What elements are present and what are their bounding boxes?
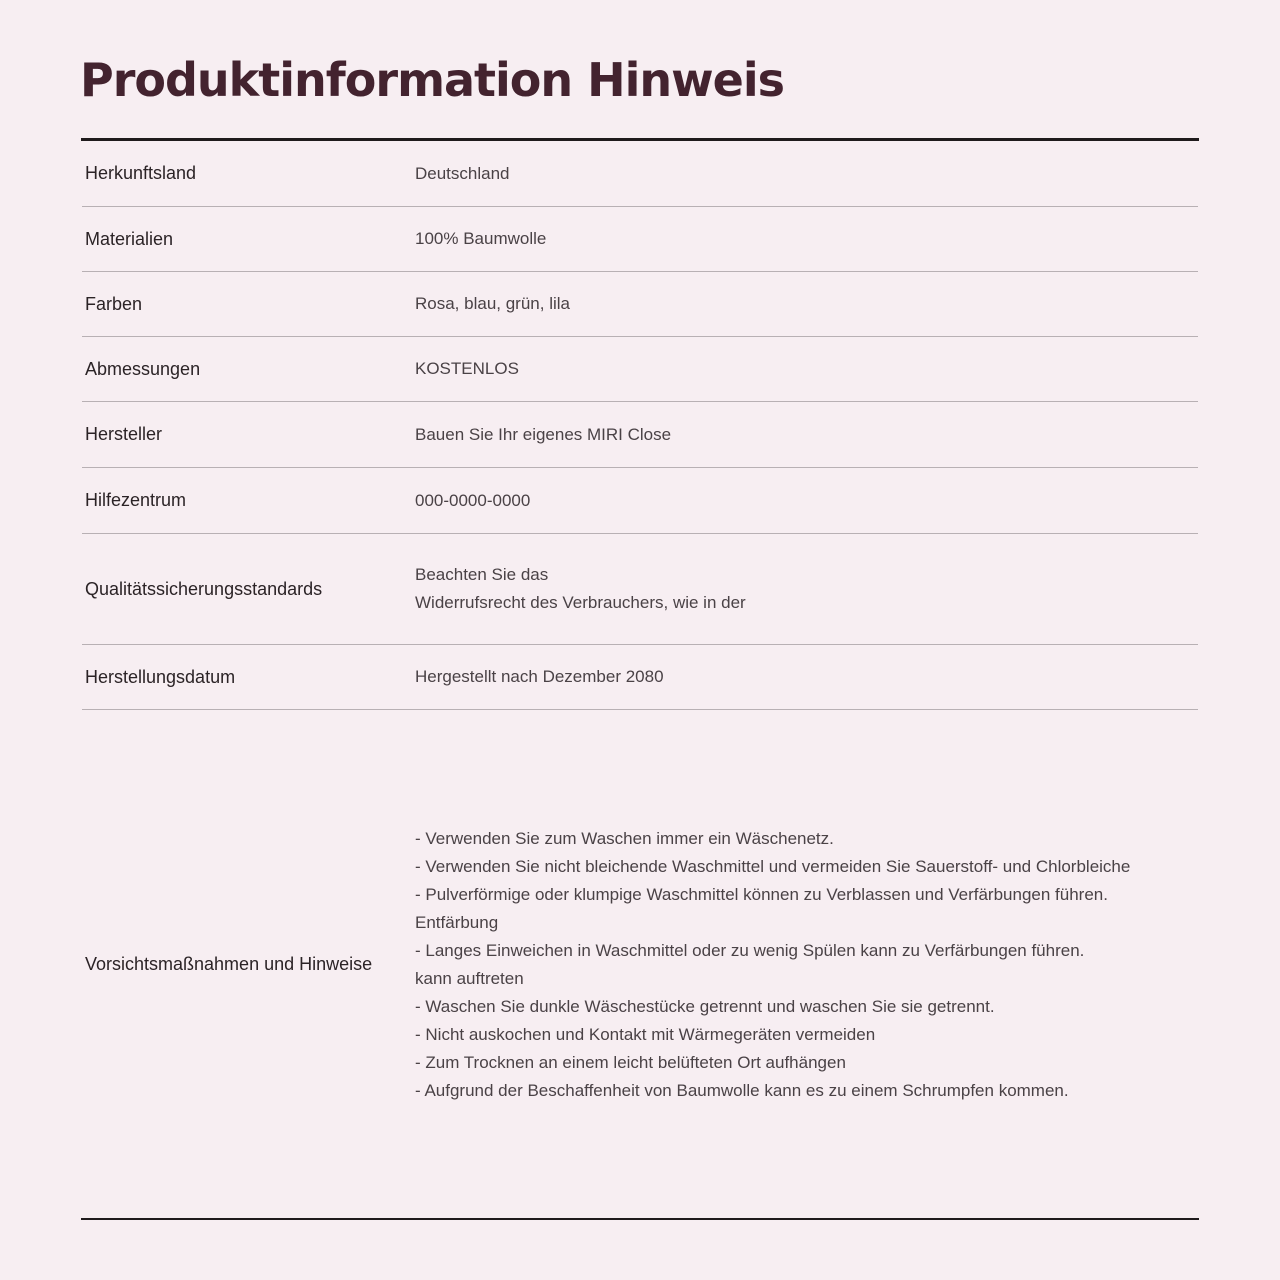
table-row-quality-standards <box>82 534 1198 645</box>
value-line: - Nicht auskochen und Kontakt mit Wärmegeräten vermeiden <box>415 1024 876 1044</box>
value-line: kann auftreten <box>415 968 524 988</box>
row-label: Vorsichtsmaßnahmen und Hinweise <box>85 954 373 974</box>
value-line: - Langes Einweichen in Waschmittel oder zu wenig Spülen kann zu Verfärbungen führen. <box>415 940 1085 960</box>
table-row-precautions <box>82 710 1198 1219</box>
row-value: Rosa, blau, grün, lila <box>415 294 570 313</box>
value-line: - Verwenden Sie zum Waschen immer ein Wäschenetz. <box>415 828 834 848</box>
value-line: - Aufgrund der Beschaffenheit von Baumwolle kann es zu einem Schrumpfen kommen. <box>415 1080 1069 1100</box>
row-label: Qualitätssicherungsstandards <box>85 578 323 599</box>
row-label: Hersteller <box>85 424 163 444</box>
product-info-table <box>82 141 1198 1219</box>
row-value <box>415 825 1198 1105</box>
row-label: Farben <box>85 293 143 314</box>
row-label: Herkunftsland <box>85 163 197 183</box>
value-line: Entfärbung <box>415 912 499 932</box>
value-line: - Verwenden Sie nicht bleichende Waschmittel und vermeiden Sie Sauerstoff- und Chlorbleiche <box>415 856 1131 876</box>
row-value: KOSTENLOS <box>415 359 519 378</box>
value-line: - Pulverförmige oder klumpige Waschmittel können zu Verblassen und Verfärbungen führen. <box>415 884 1108 904</box>
row-value: Hergestellt nach Dezember 2080 <box>415 667 664 686</box>
row-value: 000-0000-0000 <box>415 490 531 510</box>
row-label: Abmessungen <box>85 358 201 379</box>
table-row-manufacture-date <box>82 645 1198 710</box>
value-line: Widerrufsrecht des Verbrauchers, wie in der <box>415 593 746 612</box>
row-label: Hilfezentrum <box>85 490 187 510</box>
row-value: Deutschland <box>415 163 510 183</box>
table-row-help-center <box>82 468 1198 534</box>
row-label: Materialien <box>85 228 174 249</box>
row-value <box>415 561 1198 617</box>
table-row-origin <box>82 141 1198 207</box>
table-row-manufacturer <box>82 402 1198 468</box>
value-line: - Waschen Sie dunkle Wäschestücke getrennt und waschen Sie sie getrennt. <box>415 996 995 1016</box>
table-row-dimensions <box>82 337 1198 402</box>
value-line: Beachten Sie das <box>415 565 549 584</box>
row-value: 100% Baumwolle <box>415 229 547 248</box>
page-title: Produktinformation Hinweis <box>80 53 785 107</box>
value-line: - Zum Trocknen an einem leicht belüfteten Ort aufhängen <box>415 1052 846 1072</box>
bottom-divider <box>81 1218 1199 1220</box>
row-value: Bauen Sie Ihr eigenes MIRI Close <box>415 424 672 444</box>
row-label: Herstellungsdatum <box>85 666 236 687</box>
table-row-colors <box>82 272 1198 337</box>
table-row-materials <box>82 207 1198 272</box>
